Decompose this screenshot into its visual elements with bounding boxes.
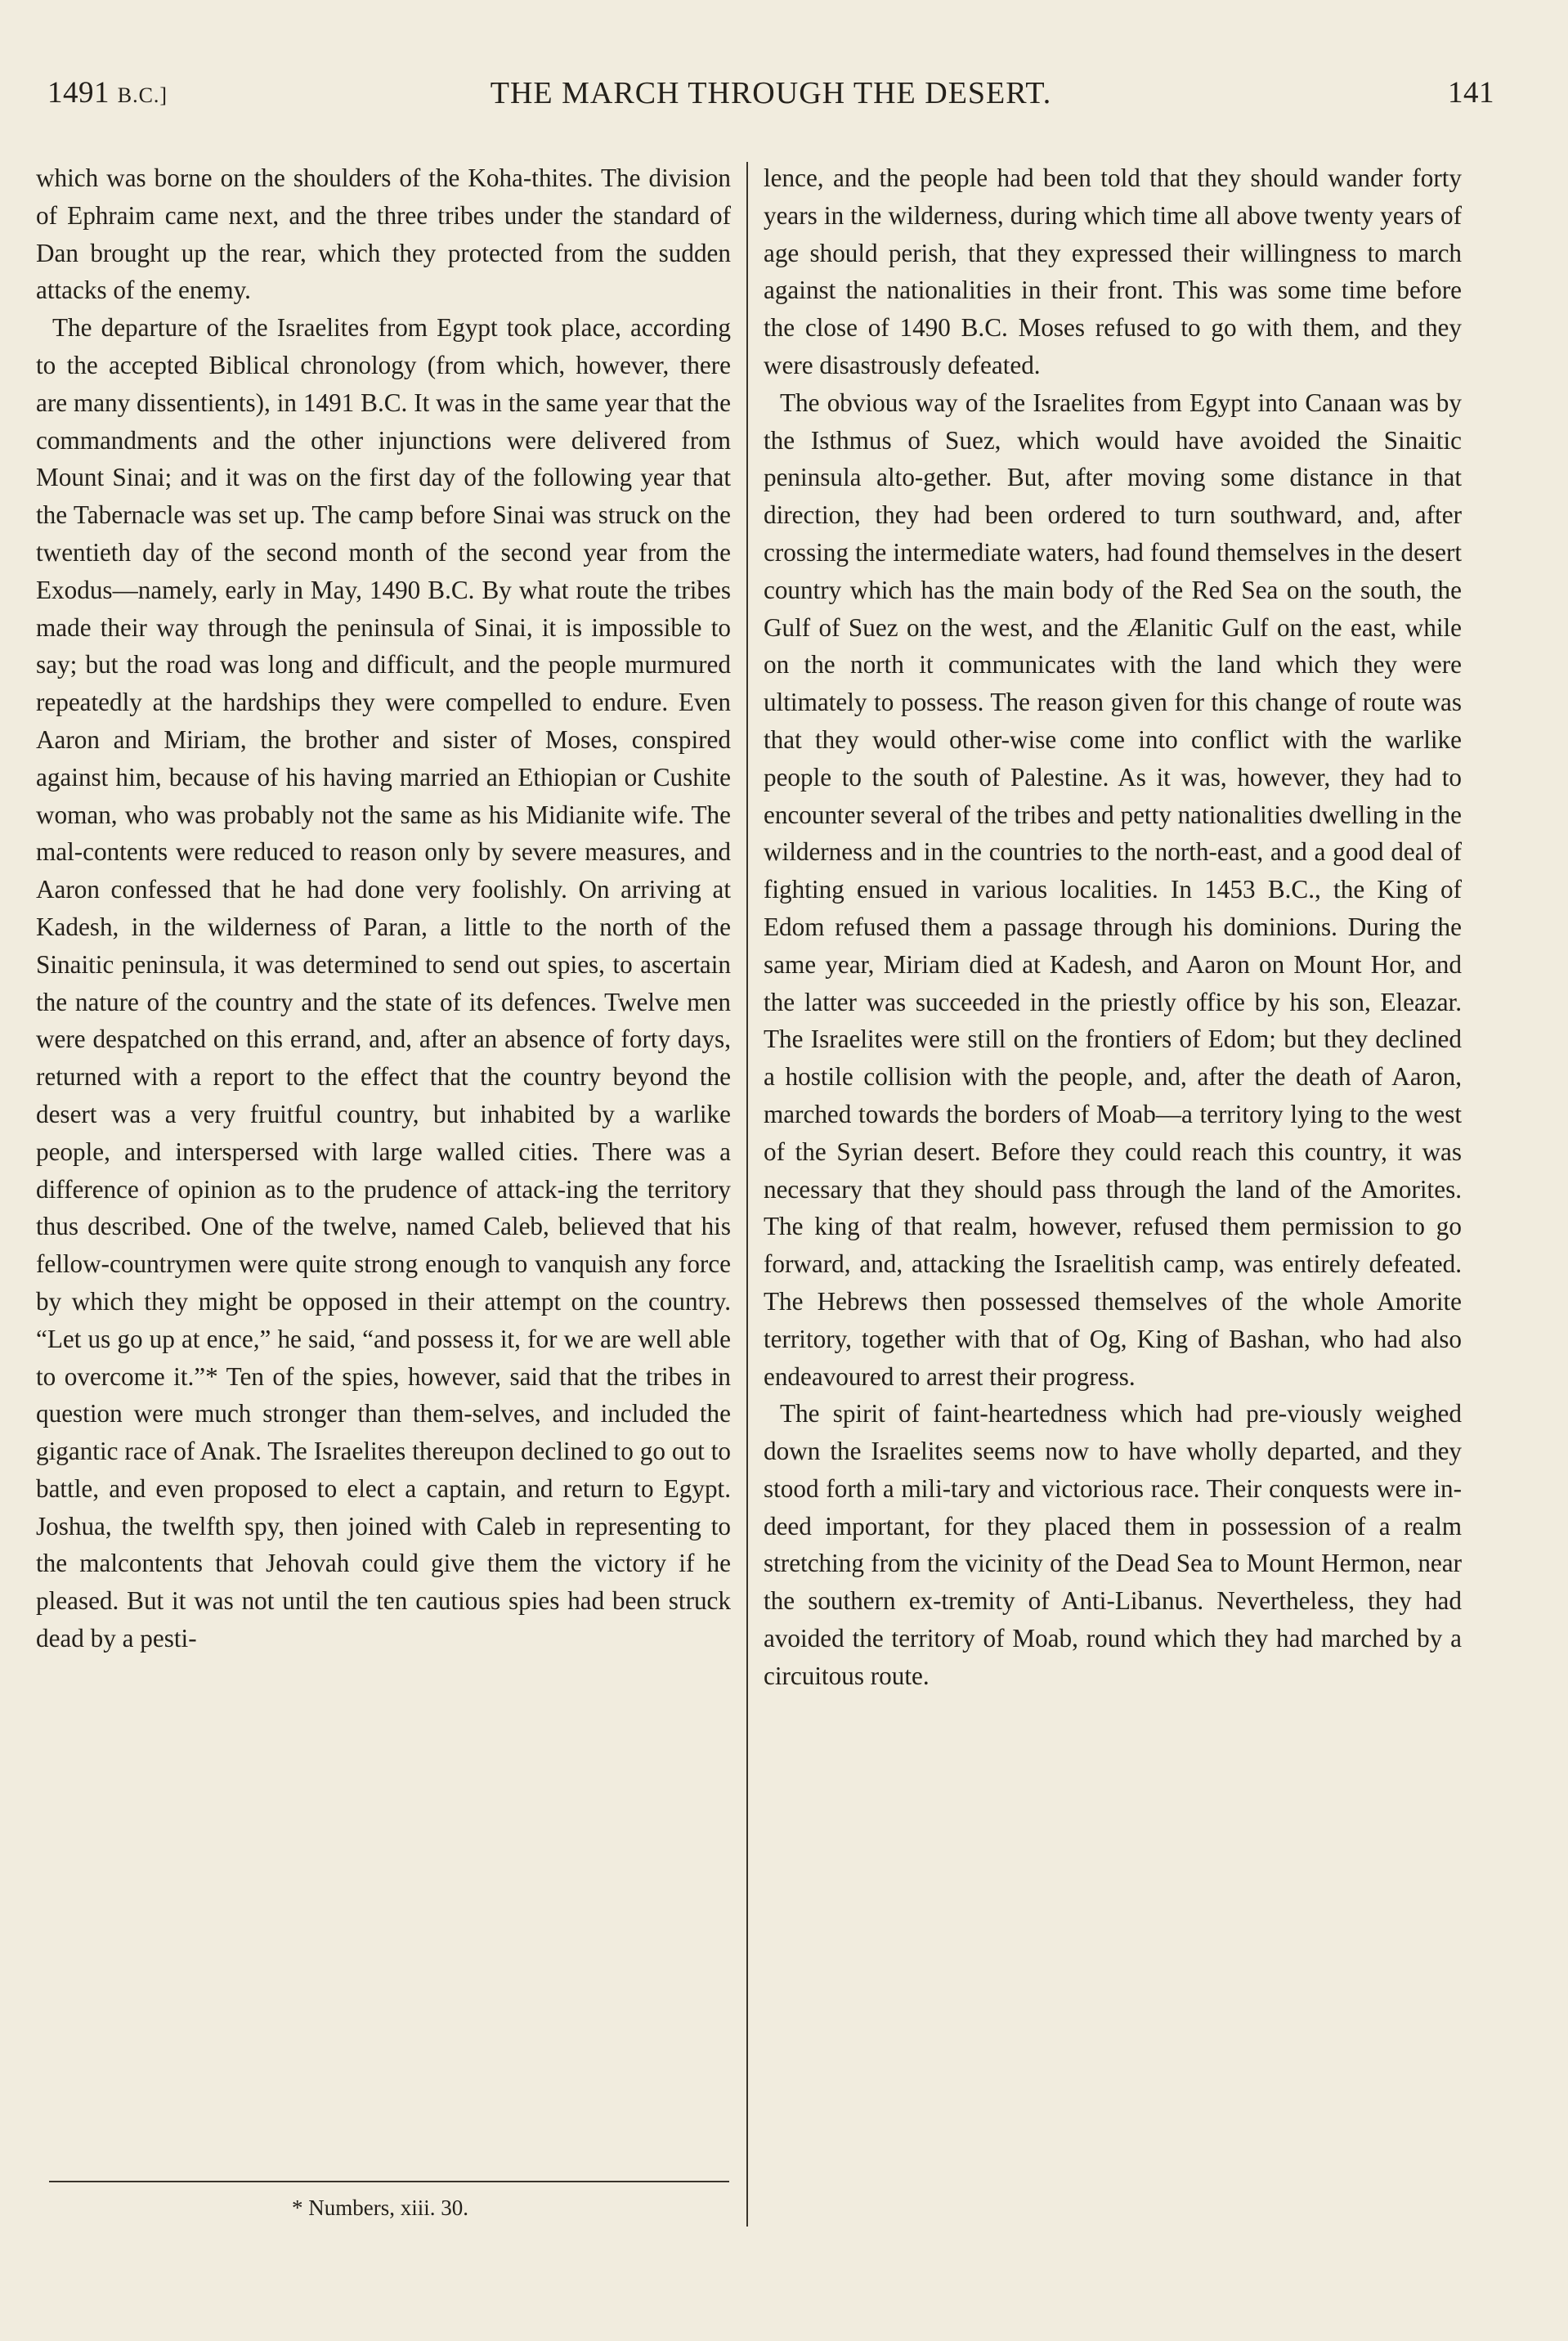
column-divider xyxy=(746,162,748,2227)
paragraph: The departure of the Israelites from Egypt took place, according to the accepted Biblical chronology (from which, however, there are many dissentients), in 1491 B.C. It was in the same year that the commandments and the other injunctions were delivered from Mount Sinai; and it was on the first day of the following year that the Tabernacle was set up. The camp before Sinai was struck on the twentieth day of the second month of the second year from the Exodus—namely, early in May, 1490 B.C. By what route the tribes made their way through the peninsula of Sinai, it is impossible to say; but the road was long and difficult, and the people murmured repeatedly at the hardships they were compelled to endure. Even Aaron and Miriam, the brother and sister of Moses, conspired against him, because of his having married an Ethiopian or Cushite woman, who was probably not the same as his Midianite wife. The mal-contents were reduced to reason only by severe measures, and Aaron confessed that he had done very foolishly. On arriving at Kadesh, in the wilderness of Paran, a little to the north of the Sinaitic peninsula, it was determined to send out spies, to ascertain the nature of the country and the state of its defences. Twelve men were despatched on this errand, and, after an absence of forty days, returned with a report to the effect that the country beyond the desert was a very fruitful country, but inhabited by a warlike people, and interspersed with large walled cities. There was a difference of opinion as to the prudence of attack-ing the territory thus described. One of the twelve, named Caleb, believed that his fellow-countrymen were quite strong enough to vanquish any force by which they might be opposed in their attempt on the country. “Let us go up at ence,” he said, “and possess it, for we are well able to overcome it.”* Ten of the spies, however, said that the tribes in question were much stronger than them-selves, and included the gigantic race of Anak. The Israelites thereupon declined to go out to battle, and even proposed to elect a captain, and return to Egypt. Joshua, the twelfth spy, then joined with Caleb in representing to the malcontents that Jehovah could give them the victory if he pleased. But it was not until the ten cautious spies had been struck dead by a pesti- xyxy=(36,313,731,1653)
header-era: B.C.] xyxy=(117,83,168,107)
running-head xyxy=(47,75,1494,124)
header-year: 1491 xyxy=(47,76,110,110)
footnote: * Numbers, xiii. 30. xyxy=(292,2195,468,2220)
page-number: 141 xyxy=(1448,76,1494,110)
paragraph: The obvious way of the Israelites from Egypt into Canaan was by the Isthmus of Suez, which would have avoided the Sinaitic peninsula alto-gether. But, after moving some distance in that direction, they had been ordered to turn southward, and, after crossing the intermediate waters, had found themselves in the desert country which has the main body of the Red Sea on the south, the Gulf of Suez on the west, and the Ælanitic Gulf on the east, while on the north it communicates with the land which they were ultimately to possess. The reason given for this change of route was that they would other-wise come into conflict with the warlike people to the south of Palestine. As it was, however, they had to encounter several of the tribes and petty nationalities dwelling in the wilderness and in the countries to the north-east, and a good deal of fighting ensued in various localities. In 1453 B.C., the King of Edom refused them a passage through his dominions. During the same year, Miriam died at Kadesh, and Aaron on Mount Hor, and the latter was succeeded in the priestly office by his son, Eleazar. The Israelites were still on the frontiers of Edom; but they declined a hostile collision with the people, and, after the death of Aaron, marched towards the borders of Moab—a territory lying to the west of the Syrian desert. Before they could reach this country, it was necessary that they should pass through the land of the Amorites. The king of that realm, however, refused them permission to go forward, and, attacking the Israelitish camp, was entirely defeated. The Hebrews then possessed themselves of the whole Amorite territory, together with that of Og, King of Bashan, who had also endeavoured to arrest their progress. xyxy=(764,388,1462,1391)
paragraph: The spirit of faint-heartedness which had pre-viously weighed down the Israelites seems now to have wholly departed, and they stood forth a mili-tary and victorious race. Their conquests were in-deed important, for they placed them in possession of a realm stretching from the vicinity of the Dead Sea to Mount Hermon, near the southern ex-tremity of Anti-Libanus. Nevertheless, they had avoided the territory of Moab, round which they had marched by a circuitous route. xyxy=(764,1399,1462,1690)
left-column xyxy=(36,159,731,1657)
paragraph: lence, and the people had been told that they should wander forty years in the wilderness, during which time all above twenty years of age should perish, that they expressed their willingness to march against the nationalities in their front. This was some time before the close of 1490 B.C. Moses refused to go with them, and they were disastrously defeated. xyxy=(764,164,1462,379)
page-title: THE MARCH THROUGH THE DESERT. xyxy=(490,76,1052,110)
right-column xyxy=(764,159,1462,1695)
footnote-rule xyxy=(49,2181,729,2182)
paragraph: which was borne on the shoulders of the Koha-thites. The division of Ephraim came next, and the three tribes under the standard of Dan brought up the rear, which they protected from the sudden attacks of the enemy. xyxy=(36,164,731,305)
